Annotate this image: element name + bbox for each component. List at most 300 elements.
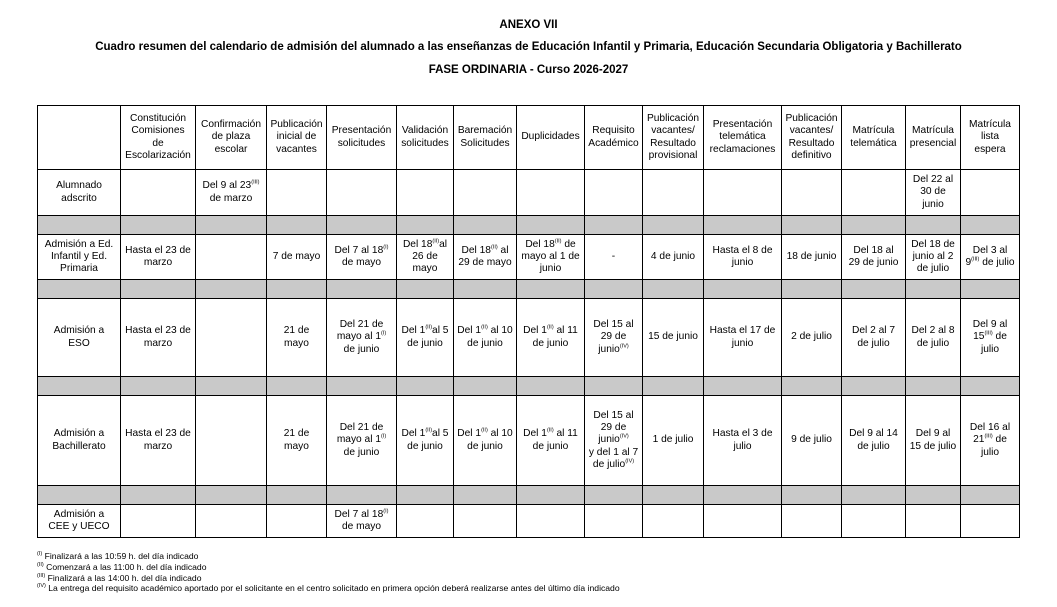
cell-text: junio [598, 343, 620, 355]
cell-text: al 5 [432, 428, 449, 440]
separator-cell [585, 216, 643, 235]
column-header-line: Presentación [712, 119, 773, 131]
document-subtitle: Cuadro resumen del calendario de admisión del alumnado a las enseñanzas de Educación Infantil y Primaria, Educación Secundaria Obligatoria y Bachillerato [95, 41, 962, 53]
separator-cell [454, 486, 517, 505]
table-cell [517, 505, 585, 538]
footnote-mark: (I) [383, 508, 389, 515]
cell-text: junio [731, 257, 754, 268]
column-header-line: Académico [588, 137, 639, 149]
table-cell [397, 299, 454, 377]
cell-text: Del 9 al 23 [202, 180, 252, 192]
column-header-line: solicitudes [401, 137, 449, 149]
cell-text: julio [980, 343, 1000, 355]
table-cell [121, 170, 196, 216]
separator-cell [454, 216, 517, 235]
table-cell [454, 170, 517, 216]
cell-text: 21 [973, 434, 985, 446]
table-cell [454, 299, 517, 377]
cell-text: de [992, 331, 1007, 343]
cell-text: Del 9 al [915, 428, 951, 440]
cell-text: Hasta el 23 de [125, 325, 191, 337]
footnote-mark: (III) [971, 256, 980, 263]
separator-cell [782, 377, 842, 396]
footnote-text: Finalizará a las 10:59 h. del día indicado [42, 551, 199, 561]
table-cell [585, 170, 643, 216]
table-cell [196, 396, 267, 486]
column-header [121, 106, 196, 170]
separator-cell [704, 216, 782, 235]
header-corner [38, 106, 121, 170]
row-label [38, 235, 121, 280]
separator-cell [906, 280, 961, 299]
table-cell [585, 299, 643, 377]
table-cell [121, 505, 196, 538]
separator-cell [643, 280, 704, 299]
separator-cell [196, 280, 267, 299]
cell-text: 15 de julio [909, 440, 957, 452]
document-title: ANEXO VII [499, 19, 558, 31]
cell-text: Del 18 al [853, 244, 894, 256]
table-cell [267, 299, 327, 377]
column-header-line: Matrícula [912, 125, 954, 137]
footnote-mark: (II) [481, 324, 488, 331]
footnote [37, 551, 620, 562]
column-header [267, 106, 327, 170]
cell-text: de junio [532, 440, 569, 452]
cell-text: Del 2 al 8 [911, 325, 955, 337]
cell-text: de junio [407, 337, 443, 349]
footnote-mark: (II) [37, 561, 44, 568]
table-cell [397, 505, 454, 538]
cell-text: Del 16 al [969, 422, 1011, 434]
footnote-mark: (III) [984, 433, 993, 440]
cell-text: Hasta el 8 de [712, 244, 773, 256]
table-cell [517, 396, 585, 486]
cell-text: Hasta el 23 de [125, 428, 191, 440]
table-cell [267, 396, 327, 486]
footnote-text: Finalizará a las 14:00 h. del día indicado [45, 572, 202, 583]
separator-cell [517, 216, 585, 235]
cell-text: Del 9 al [972, 319, 1008, 331]
cell-text: 29 de [600, 331, 627, 343]
column-header-line: lista [980, 131, 1000, 143]
cell-text: al 11 [553, 428, 578, 440]
table-cell [961, 235, 1020, 280]
cell-text: Del 18 [461, 244, 491, 256]
cell-text: julio [733, 440, 752, 452]
cell-text: 1 de julio [652, 434, 694, 446]
row-label-line: Infantil y Ed. [50, 250, 108, 262]
header-row [38, 106, 1020, 170]
cell-text: julio [980, 446, 1000, 458]
cell-text: 7 de mayo [272, 250, 321, 262]
separator-cell [842, 486, 906, 505]
table-cell [196, 170, 267, 216]
footnote [37, 573, 620, 584]
column-header-line: vacantes/ [789, 125, 834, 137]
cell-text: 29 de mayo [458, 257, 512, 268]
footnote-mark: (II) [490, 244, 498, 251]
column-header-line: Duplicidades [521, 131, 580, 143]
cell-text: de julio [592, 458, 626, 470]
cell-text: junio [731, 337, 754, 349]
separator-cell [327, 486, 397, 505]
cell-text: Del 18 de [911, 238, 955, 250]
separator-cell [906, 216, 961, 235]
table-cell [906, 170, 961, 216]
footnote-mark: (II) [554, 238, 562, 245]
cell-text: 21 de [283, 325, 310, 337]
cell-text: al 5 [432, 325, 449, 337]
table-cell [267, 505, 327, 538]
column-header-line: Publicación [270, 119, 323, 131]
separator-cell [454, 377, 517, 396]
table-cell [704, 505, 782, 538]
separator-cell [643, 486, 704, 505]
table-cell [267, 170, 327, 216]
column-header-line: Matrícula [969, 119, 1011, 131]
column-header [782, 106, 842, 170]
footnote [37, 562, 620, 573]
row-label [38, 505, 121, 538]
cell-text: 26 de [412, 250, 438, 262]
cell-text: Del 18 [402, 238, 433, 250]
table-cell [327, 299, 397, 377]
footnote-text: Comenzará a las 11:00 h. del día indicado [43, 561, 207, 572]
cell-text: 9 de julio [791, 434, 832, 446]
separator-cell [196, 216, 267, 235]
cell-text: de [992, 434, 1007, 446]
separator-cell [397, 216, 454, 235]
row-label [38, 170, 121, 216]
column-header-line: Solicitudes [460, 137, 510, 149]
cell-text: - [611, 250, 616, 262]
cell-text: mayo [284, 440, 309, 452]
footnote-mark: (II) [481, 427, 488, 434]
footnote-mark: (II) [546, 427, 554, 434]
cell-text: junio [598, 434, 620, 446]
row-label-line: Primaria [60, 263, 98, 275]
cell-text: 15 [973, 331, 985, 343]
table-cell [517, 170, 585, 216]
column-header [327, 106, 397, 170]
table-cell [643, 170, 704, 216]
cell-text: marzo [143, 257, 173, 268]
column-header-line: reclamaciones [709, 143, 776, 155]
separator-cell [267, 377, 327, 396]
separator-cell [267, 486, 327, 505]
separator-cell [961, 486, 1020, 505]
column-header [643, 106, 704, 170]
table-row [38, 505, 1020, 538]
separator-cell [704, 377, 782, 396]
row-label-line: CEE y UECO [48, 521, 110, 532]
separator-row [38, 486, 1020, 505]
separator-cell [454, 280, 517, 299]
column-header-line: solicitudes [337, 137, 386, 149]
column-header-line: Constitución [129, 112, 187, 124]
cell-text: Del 1 [457, 428, 482, 440]
cell-text: de mayo [341, 521, 382, 532]
separator-cell [121, 486, 196, 505]
row-label [38, 299, 121, 377]
cell-text: mayo al 1 [336, 434, 381, 446]
cell-text: 29 de [600, 422, 627, 434]
column-header-line: Escolarización [125, 149, 191, 161]
footnote-mark: (I) [380, 330, 387, 337]
footnote-mark: (I) [380, 433, 387, 440]
cell-text: 30 de [920, 186, 946, 198]
table-cell [906, 299, 961, 377]
table-cell [196, 235, 267, 280]
column-header-line: Comisiones [131, 125, 185, 137]
separator-cell [842, 280, 906, 299]
table-cell [643, 396, 704, 486]
cell-text: 2 de julio [791, 331, 832, 343]
table-cell [121, 396, 196, 486]
table-cell [782, 505, 842, 538]
column-header-line: inicial de [276, 131, 317, 143]
column-header [517, 106, 585, 170]
cell-text: Hasta el 17 de [709, 325, 776, 337]
cell-text: de julio [857, 440, 890, 452]
column-header [196, 106, 267, 170]
column-header-line: Resultado [788, 137, 835, 149]
table-cell [397, 235, 454, 280]
table-row [38, 235, 1020, 280]
footnote [37, 583, 620, 594]
table-cell [327, 396, 397, 486]
footnote-text: La entrega del requisito académico aportado por el solicitante en el centro solicitado en primera opción deberá realizarse antes del último día indicado [45, 583, 620, 594]
cell-text: de marzo [209, 192, 253, 204]
cell-text: de junio [467, 337, 503, 349]
separator-cell [397, 377, 454, 396]
separator-cell [121, 216, 196, 235]
column-header-line: Resultado [650, 137, 696, 149]
row-label-line: adscrito [61, 192, 97, 204]
separator-cell [842, 216, 906, 235]
separator-cell [38, 280, 121, 299]
table-cell [643, 235, 704, 280]
column-header-line: definitivo [791, 149, 832, 161]
cell-text: al [497, 244, 509, 256]
cell-text: Del 22 al [912, 174, 954, 186]
separator-cell [517, 280, 585, 299]
cell-text: al [439, 238, 448, 250]
table-cell [906, 235, 961, 280]
separator-cell [327, 377, 397, 396]
cell-text: al 11 [553, 325, 578, 337]
cell-text: Del 1 [523, 428, 547, 440]
table-cell [842, 235, 906, 280]
table-cell [906, 505, 961, 538]
separator-cell [397, 280, 454, 299]
cell-text: Del 1 [523, 325, 547, 337]
table-cell [704, 170, 782, 216]
cell-text: Del 9 al 14 [849, 428, 898, 440]
cell-text: al 10 [487, 325, 513, 337]
separator-cell [585, 280, 643, 299]
row-label-line: Admisión a [53, 508, 105, 520]
separator-cell [585, 377, 643, 396]
cell-text: Del 1 [401, 325, 426, 337]
table-cell [585, 235, 643, 280]
table-cell [454, 235, 517, 280]
separator-cell [643, 216, 704, 235]
cell-text: y del 1 al 7 [588, 446, 639, 458]
table-cell [643, 299, 704, 377]
cell-text: 21 de [283, 428, 310, 440]
column-header-line: telemática [850, 137, 897, 149]
separator-cell [196, 486, 267, 505]
cell-text: junio [539, 263, 562, 275]
cell-text: Del 15 al [593, 409, 634, 421]
column-header-line: vacantes [276, 143, 317, 155]
cell-text: de julio [916, 263, 950, 275]
cell-text: Del 15 al [593, 319, 634, 331]
table-cell [267, 235, 327, 280]
table-cell [121, 235, 196, 280]
column-header-line: espera [974, 143, 1006, 155]
footnote-mark: (IV) [619, 343, 629, 350]
column-header-line: Presentación [331, 125, 392, 137]
separator-cell [585, 486, 643, 505]
column-header [454, 106, 517, 170]
cell-text: junio al 2 [912, 250, 954, 262]
table-cell [454, 396, 517, 486]
cell-text: 18 de junio [786, 250, 837, 262]
footnote-mark: (II) [425, 324, 433, 331]
footnote-mark: (I) [37, 551, 43, 558]
row-label-line: Bachillerato [52, 440, 106, 452]
table-cell [196, 505, 267, 538]
table-cell [327, 170, 397, 216]
column-header-line: telemática [719, 131, 766, 143]
phase-title: FASE ORDINARIA - Curso 2026-2027 [428, 64, 629, 76]
column-header-line: Matrícula [852, 125, 895, 137]
column-header-line: escolar [214, 143, 248, 155]
table-cell [121, 299, 196, 377]
separator-cell [961, 280, 1020, 299]
column-header-line: provisional [648, 149, 698, 161]
cell-text: de [561, 238, 576, 250]
separator-cell [782, 280, 842, 299]
cell-text: de julio [979, 257, 1015, 268]
cell-text: Del 3 al [972, 244, 1008, 256]
column-header-line: Validación [401, 125, 449, 137]
cell-text: Hasta el 3 de [712, 428, 773, 440]
column-header-line: Requisito [592, 125, 635, 137]
separator-cell [196, 377, 267, 396]
cell-text: Del 2 al 7 [851, 325, 896, 337]
footnote-mark: (IV) [619, 433, 629, 440]
table-cell [454, 505, 517, 538]
separator-cell [906, 486, 961, 505]
table-cell [782, 170, 842, 216]
cell-text: Del 1 [401, 428, 426, 440]
footnote-mark: (III) [251, 179, 260, 186]
table-cell [782, 396, 842, 486]
cell-text: al 10 [487, 428, 513, 440]
table-row [38, 170, 1020, 216]
footnote-mark: (II) [425, 427, 433, 434]
cell-text: Del 1 [457, 325, 482, 337]
table-cell [842, 396, 906, 486]
column-header-line: Confirmación [200, 119, 262, 131]
separator-cell [267, 280, 327, 299]
cell-text: de junio [532, 337, 569, 349]
footnote-mark: (III) [984, 330, 993, 337]
row-label-line: Admisión a [53, 428, 105, 440]
table-cell [704, 299, 782, 377]
footnote-mark: (III) [37, 572, 46, 579]
separator-row [38, 216, 1020, 235]
column-header-line: presencial [909, 137, 957, 149]
footnote-mark: (IV) [625, 458, 635, 465]
cell-text: mayo [412, 263, 438, 275]
table-cell [782, 235, 842, 280]
cell-text: Del 21 de [339, 319, 384, 331]
table-cell [517, 299, 585, 377]
row-label-line: Admisión a [53, 325, 105, 337]
cell-text: Hasta el 23 de [125, 244, 191, 256]
separator-cell [961, 216, 1020, 235]
separator-cell [267, 216, 327, 235]
cell-text: junio [922, 198, 944, 210]
cell-text: Del 7 al 18 [334, 508, 384, 520]
admission-calendar-table [37, 105, 1020, 538]
separator-cell [397, 486, 454, 505]
table-cell [704, 235, 782, 280]
footnote-mark: (IV) [37, 583, 46, 590]
cell-text: de junio [407, 440, 443, 452]
separator-cell [327, 216, 397, 235]
separator-cell [121, 280, 196, 299]
row-label [38, 396, 121, 486]
column-header [704, 106, 782, 170]
separator-row [38, 377, 1020, 396]
table-cell [961, 505, 1020, 538]
cell-text: mayo [284, 337, 309, 349]
table-cell [842, 299, 906, 377]
cell-text: 4 de junio [650, 250, 696, 262]
separator-cell [782, 486, 842, 505]
table-cell [196, 299, 267, 377]
separator-cell [961, 377, 1020, 396]
cell-text: de julio [916, 337, 950, 349]
separator-cell [38, 216, 121, 235]
footnote-mark: (II) [546, 324, 554, 331]
table-cell [961, 396, 1020, 486]
cell-text: Del 7 al 18 [334, 244, 384, 256]
separator-cell [704, 280, 782, 299]
separator-cell [517, 377, 585, 396]
table-cell [517, 235, 585, 280]
table-row [38, 396, 1020, 486]
column-header [961, 106, 1020, 170]
footnotes [37, 551, 620, 594]
cell-text: marzo [143, 440, 173, 452]
separator-cell [842, 377, 906, 396]
column-header-line: de [152, 137, 164, 149]
separator-cell [121, 377, 196, 396]
column-header-line: de plaza [211, 131, 251, 143]
cell-text: mayo al 1 [336, 331, 381, 343]
row-label-line: Alumnado [56, 180, 102, 192]
separator-cell [38, 377, 121, 396]
column-header [585, 106, 643, 170]
column-header [397, 106, 454, 170]
